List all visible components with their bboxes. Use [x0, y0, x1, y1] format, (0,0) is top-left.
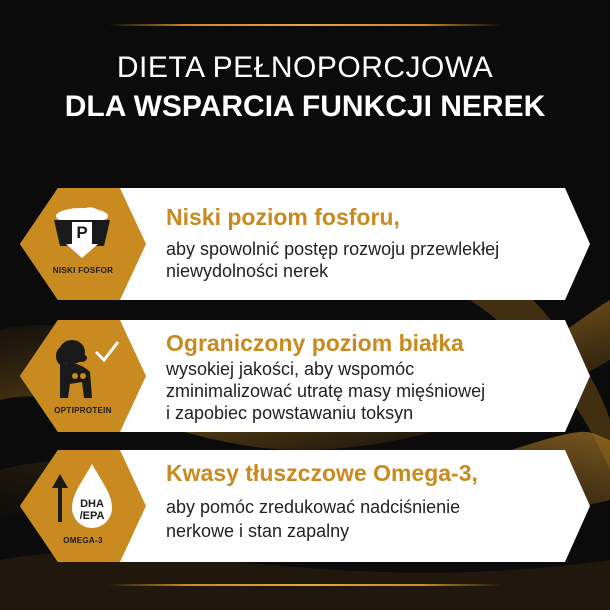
benefit-title: Ograniczony poziom białka: [166, 330, 464, 356]
phosphorus-letter: P: [76, 223, 88, 242]
badge-label: OPTIPROTEIN: [54, 406, 112, 415]
benefit-card-omega: [20, 450, 590, 562]
benefit-desc-line: aby spowolnić postęp rozwoju przewlekłej: [166, 239, 500, 259]
benefit-desc-line: aby pomóc zredukować nadciśnienie: [166, 497, 461, 517]
headline-line-2: DLA WSPARCIA FUNKCJI NEREK: [64, 90, 546, 123]
benefit-desc-line: i zapobiec powstawaniu toksyn: [166, 403, 414, 423]
benefit-card-phosphorus: [20, 188, 590, 300]
epa-label: /EPA: [79, 510, 105, 522]
benefit-desc-line: niewydolności nerek: [166, 261, 329, 281]
benefit-desc-line: zminimalizować utratę masy mięśniowej: [166, 381, 486, 401]
benefit-card-protein: [20, 320, 590, 432]
headline: [0, 50, 610, 126]
benefit-title: Kwasy tłuszczowe Omega-3,: [166, 460, 478, 486]
dha-label: DHA: [80, 498, 104, 510]
bottom-divider: [108, 584, 502, 586]
benefit-desc-line: wysokiej jakości, aby wspomóc: [166, 359, 415, 379]
benefit-desc-line: nerkowe i stan zapalny: [166, 521, 350, 541]
headline-line-1: DIETA PEŁNOPORCJOWA: [116, 51, 494, 84]
badge-label: NISKI FOSFOR: [52, 266, 114, 275]
benefit-title: Niski poziom fosforu,: [166, 204, 400, 230]
omega-drop-arrow-icon: [20, 450, 162, 562]
bowl-phosphorus-icon: [20, 188, 162, 300]
badge-label: OMEGA-3: [63, 536, 103, 545]
top-divider: [108, 24, 502, 26]
puppy-kidney-check-icon: [20, 320, 162, 432]
